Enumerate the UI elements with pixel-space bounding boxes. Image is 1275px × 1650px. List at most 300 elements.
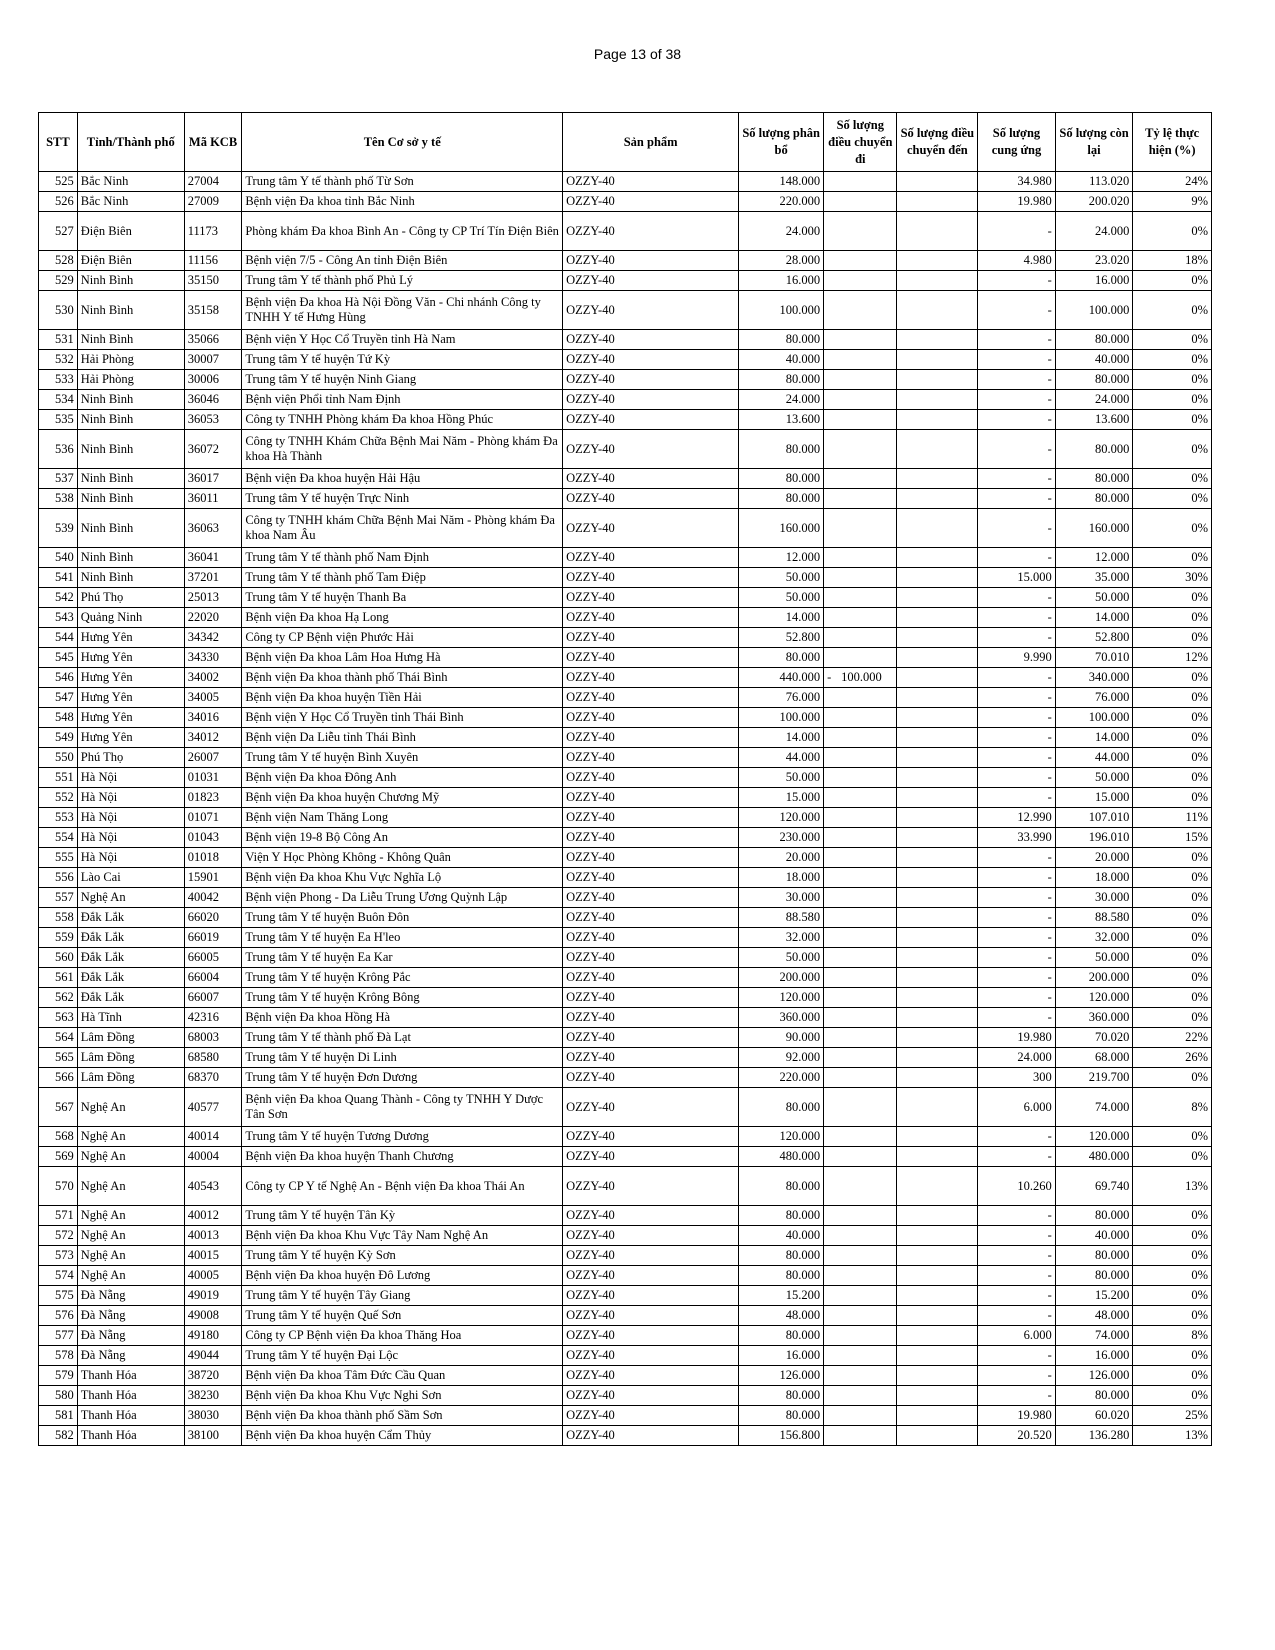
cell-remaining: 200.000	[1055, 968, 1133, 988]
cell-code: 66004	[184, 968, 242, 988]
cell-code: 25013	[184, 588, 242, 608]
cell-transfer-in	[897, 350, 978, 370]
cell-province: Nghệ An	[77, 1206, 184, 1226]
cell-transfer-out	[824, 1088, 897, 1127]
cell-product: OZZY-40	[563, 1406, 739, 1426]
cell-code: 38100	[184, 1426, 242, 1446]
table-row	[39, 548, 1212, 568]
cell-rate: 0%	[1133, 469, 1212, 489]
cell-rate: 0%	[1133, 608, 1212, 628]
cell-stt: 569	[39, 1147, 78, 1167]
cell-supplied: -	[978, 948, 1056, 968]
cell-product: OZZY-40	[563, 1346, 739, 1366]
cell-stt: 562	[39, 988, 78, 1008]
cell-rate: 0%	[1133, 1008, 1212, 1028]
cell-transfer-in	[897, 708, 978, 728]
cell-rate: 0%	[1133, 948, 1212, 968]
cell-province: Thanh Hóa	[77, 1406, 184, 1426]
cell-rate: 0%	[1133, 988, 1212, 1008]
cell-rate: 11%	[1133, 808, 1212, 828]
cell-transfer-out	[824, 1266, 897, 1286]
cell-transfer-in	[897, 1266, 978, 1286]
cell-transfer-out	[824, 968, 897, 988]
cell-province: Hưng Yên	[77, 648, 184, 668]
cell-stt: 580	[39, 1386, 78, 1406]
header-transfer-out: Số lượng điều chuyển đi	[824, 113, 897, 172]
table-row	[39, 1147, 1212, 1167]
allocation-table	[38, 112, 1212, 1446]
cell-transfer-out	[824, 1226, 897, 1246]
cell-transfer-out	[824, 1167, 897, 1206]
cell-facility: Trung tâm Y tế huyện Tây Giang	[242, 1286, 563, 1306]
cell-product: OZZY-40	[563, 1266, 739, 1286]
cell-stt: 571	[39, 1206, 78, 1226]
cell-allocated: 80.000	[739, 1326, 824, 1346]
cell-transfer-out	[824, 1366, 897, 1386]
cell-transfer-in	[897, 251, 978, 271]
cell-allocated: 48.000	[739, 1306, 824, 1326]
cell-transfer-in	[897, 1088, 978, 1127]
cell-product: OZZY-40	[563, 271, 739, 291]
cell-code: 68580	[184, 1048, 242, 1068]
cell-stt: 556	[39, 868, 78, 888]
cell-supplied: -	[978, 988, 1056, 1008]
cell-rate: 0%	[1133, 788, 1212, 808]
cell-product: OZZY-40	[563, 628, 739, 648]
cell-transfer-out	[824, 888, 897, 908]
cell-rate: 13%	[1133, 1167, 1212, 1206]
cell-transfer-out	[824, 748, 897, 768]
cell-transfer-out	[824, 928, 897, 948]
cell-transfer-out	[824, 648, 897, 668]
cell-supplied: 12.990	[978, 808, 1056, 828]
cell-code: 49044	[184, 1346, 242, 1366]
header-code: Mã KCB	[184, 113, 242, 172]
cell-rate: 24%	[1133, 172, 1212, 192]
table-row	[39, 768, 1212, 788]
cell-transfer-out	[824, 410, 897, 430]
cell-rate: 12%	[1133, 648, 1212, 668]
cell-product: OZZY-40	[563, 868, 739, 888]
cell-allocated: 80.000	[739, 469, 824, 489]
cell-transfer-out	[824, 330, 897, 350]
cell-allocated: 24.000	[739, 212, 824, 251]
cell-stt: 555	[39, 848, 78, 868]
table-row	[39, 668, 1212, 688]
cell-product: OZZY-40	[563, 1008, 739, 1028]
cell-transfer-in	[897, 172, 978, 192]
cell-transfer-in	[897, 968, 978, 988]
header-rate: Tỷ lệ thực hiện (%)	[1133, 113, 1212, 172]
cell-rate: 9%	[1133, 192, 1212, 212]
cell-transfer-out	[824, 1326, 897, 1346]
cell-allocated: 80.000	[739, 330, 824, 350]
cell-allocated: 15.000	[739, 788, 824, 808]
cell-transfer-in	[897, 291, 978, 330]
cell-province: Hà Nội	[77, 768, 184, 788]
cell-remaining: 80.000	[1055, 1266, 1133, 1286]
cell-allocated: 120.000	[739, 988, 824, 1008]
cell-remaining: 107.010	[1055, 808, 1133, 828]
cell-transfer-in	[897, 1406, 978, 1426]
cell-transfer-in	[897, 808, 978, 828]
cell-allocated: 80.000	[739, 370, 824, 390]
table-row	[39, 828, 1212, 848]
cell-supplied: -	[978, 748, 1056, 768]
cell-province: Ninh Bình	[77, 568, 184, 588]
cell-facility: Trung tâm Y tế huyện Krông Pắc	[242, 968, 563, 988]
cell-transfer-out	[824, 212, 897, 251]
cell-supplied: -	[978, 1127, 1056, 1147]
cell-remaining: 60.020	[1055, 1406, 1133, 1426]
cell-remaining: 14.000	[1055, 608, 1133, 628]
cell-remaining: 80.000	[1055, 330, 1133, 350]
table-row	[39, 489, 1212, 509]
cell-rate: 0%	[1133, 430, 1212, 469]
cell-facility: Trung tâm Y tế huyện Ea Kar	[242, 948, 563, 968]
cell-province: Ninh Bình	[77, 430, 184, 469]
table-row	[39, 648, 1212, 668]
cell-stt: 558	[39, 908, 78, 928]
cell-province: Phú Thọ	[77, 748, 184, 768]
cell-stt: 577	[39, 1326, 78, 1346]
table-row	[39, 172, 1212, 192]
cell-product: OZZY-40	[563, 1127, 739, 1147]
table-row	[39, 251, 1212, 271]
cell-supplied: -	[978, 768, 1056, 788]
cell-province: Hưng Yên	[77, 728, 184, 748]
cell-province: Hải Phòng	[77, 370, 184, 390]
cell-supplied: -	[978, 888, 1056, 908]
cell-supplied: -	[978, 1386, 1056, 1406]
cell-transfer-out	[824, 370, 897, 390]
cell-supplied: -	[978, 1286, 1056, 1306]
cell-stt: 549	[39, 728, 78, 748]
table-row	[39, 1406, 1212, 1426]
cell-product: OZZY-40	[563, 808, 739, 828]
cell-supplied: -	[978, 1346, 1056, 1366]
cell-remaining: 40.000	[1055, 350, 1133, 370]
cell-remaining: 80.000	[1055, 1386, 1133, 1406]
cell-facility: Bệnh viện Đa khoa Quang Thành - Công ty TNHH Y Dược Tân Sơn	[242, 1088, 563, 1127]
cell-rate: 0%	[1133, 888, 1212, 908]
cell-code: 42316	[184, 1008, 242, 1028]
cell-rate: 0%	[1133, 212, 1212, 251]
minus-sign: -	[827, 670, 832, 684]
cell-province: Hà Tĩnh	[77, 1008, 184, 1028]
table-row	[39, 808, 1212, 828]
cell-transfer-in	[897, 410, 978, 430]
cell-allocated: 24.000	[739, 390, 824, 410]
cell-allocated: 220.000	[739, 1068, 824, 1088]
cell-rate: 0%	[1133, 628, 1212, 648]
table-row	[39, 469, 1212, 489]
cell-stt: 566	[39, 1068, 78, 1088]
cell-facility: Bệnh viện 19-8 Bộ Công An	[242, 828, 563, 848]
table-row	[39, 1088, 1212, 1127]
cell-transfer-out	[824, 390, 897, 410]
cell-supplied: 33.990	[978, 828, 1056, 848]
cell-province: Bắc Ninh	[77, 172, 184, 192]
table-row	[39, 1028, 1212, 1048]
cell-transfer-in	[897, 1386, 978, 1406]
cell-transfer-in	[897, 648, 978, 668]
cell-province: Nghệ An	[77, 1246, 184, 1266]
cell-supplied: -	[978, 370, 1056, 390]
cell-facility: Trung tâm Y tế thành phố Phủ Lý	[242, 271, 563, 291]
cell-province: Thanh Hóa	[77, 1366, 184, 1386]
cell-stt: 548	[39, 708, 78, 728]
cell-supplied: -	[978, 1226, 1056, 1246]
cell-product: OZZY-40	[563, 1286, 739, 1306]
table-row	[39, 390, 1212, 410]
cell-remaining: 52.800	[1055, 628, 1133, 648]
cell-facility: Bệnh viện Đa khoa Đông Anh	[242, 768, 563, 788]
cell-province: Đắk Lắk	[77, 948, 184, 968]
cell-supplied: 20.520	[978, 1426, 1056, 1446]
cell-stt: 543	[39, 608, 78, 628]
cell-province: Ninh Bình	[77, 291, 184, 330]
header-remaining: Số lượng còn lại	[1055, 113, 1133, 172]
cell-supplied: -	[978, 469, 1056, 489]
cell-remaining: 24.000	[1055, 390, 1133, 410]
cell-rate: 0%	[1133, 489, 1212, 509]
table-row	[39, 1008, 1212, 1028]
cell-rate: 0%	[1133, 848, 1212, 868]
cell-transfer-out	[824, 1008, 897, 1028]
cell-supplied: 19.980	[978, 1028, 1056, 1048]
cell-remaining: 136.280	[1055, 1426, 1133, 1446]
table-row	[39, 728, 1212, 748]
header-allocated: Số lượng phân bổ	[739, 113, 824, 172]
cell-rate: 0%	[1133, 728, 1212, 748]
cell-supplied: -	[978, 410, 1056, 430]
cell-supplied: -	[978, 688, 1056, 708]
cell-supplied: -	[978, 1366, 1056, 1386]
cell-stt: 525	[39, 172, 78, 192]
table-row	[39, 948, 1212, 968]
cell-remaining: 113.020	[1055, 172, 1133, 192]
cell-transfer-in	[897, 1008, 978, 1028]
cell-province: Hưng Yên	[77, 668, 184, 688]
cell-code: 34330	[184, 648, 242, 668]
cell-transfer-in	[897, 668, 978, 688]
cell-code: 40005	[184, 1266, 242, 1286]
cell-allocated: 88.580	[739, 908, 824, 928]
cell-allocated: 440.000	[739, 668, 824, 688]
cell-code: 40012	[184, 1206, 242, 1226]
cell-facility: Bệnh viện Đa khoa Khu Vực Nghi Sơn	[242, 1386, 563, 1406]
cell-facility: Trung tâm Y tế huyện Kỳ Sơn	[242, 1246, 563, 1266]
cell-supplied: 15.000	[978, 568, 1056, 588]
cell-product: OZZY-40	[563, 1147, 739, 1167]
cell-transfer-in	[897, 1246, 978, 1266]
table-row	[39, 848, 1212, 868]
cell-code: 35150	[184, 271, 242, 291]
cell-remaining: 44.000	[1055, 748, 1133, 768]
cell-transfer-in	[897, 1226, 978, 1246]
cell-transfer-out	[824, 172, 897, 192]
table-row	[39, 1127, 1212, 1147]
cell-stt: 572	[39, 1226, 78, 1246]
cell-supplied: -	[978, 1206, 1056, 1226]
cell-supplied: -	[978, 330, 1056, 350]
cell-transfer-out	[824, 908, 897, 928]
cell-product: OZZY-40	[563, 469, 739, 489]
cell-transfer-out	[824, 868, 897, 888]
cell-rate: 8%	[1133, 1326, 1212, 1346]
cell-transfer-in	[897, 469, 978, 489]
cell-code: 35066	[184, 330, 242, 350]
cell-supplied: -	[978, 728, 1056, 748]
cell-rate: 0%	[1133, 1346, 1212, 1366]
cell-allocated: 16.000	[739, 1346, 824, 1366]
cell-code: 34012	[184, 728, 242, 748]
cell-code: 37201	[184, 568, 242, 588]
cell-code: 27009	[184, 192, 242, 212]
cell-stt: 578	[39, 1346, 78, 1366]
cell-supplied: -	[978, 628, 1056, 648]
cell-rate: 15%	[1133, 828, 1212, 848]
cell-product: OZZY-40	[563, 668, 739, 688]
cell-remaining: 20.000	[1055, 848, 1133, 868]
cell-allocated: 30.000	[739, 888, 824, 908]
cell-code: 01031	[184, 768, 242, 788]
cell-code: 36072	[184, 430, 242, 469]
cell-rate: 0%	[1133, 968, 1212, 988]
cell-province: Nghệ An	[77, 1147, 184, 1167]
table-row	[39, 1366, 1212, 1386]
cell-remaining: 340.000	[1055, 668, 1133, 688]
cell-transfer-out	[824, 768, 897, 788]
cell-stt: 581	[39, 1406, 78, 1426]
cell-rate: 0%	[1133, 1246, 1212, 1266]
cell-remaining: 80.000	[1055, 430, 1133, 469]
cell-supplied: 19.980	[978, 192, 1056, 212]
cell-code: 30006	[184, 370, 242, 390]
cell-province: Đắk Lắk	[77, 988, 184, 1008]
cell-stt: 551	[39, 768, 78, 788]
cell-stt: 552	[39, 788, 78, 808]
table-row	[39, 568, 1212, 588]
cell-product: OZZY-40	[563, 948, 739, 968]
cell-product: OZZY-40	[563, 1246, 739, 1266]
cell-rate: 8%	[1133, 1088, 1212, 1127]
cell-transfer-out	[824, 350, 897, 370]
cell-stt: 527	[39, 212, 78, 251]
cell-province: Đà Nẵng	[77, 1346, 184, 1366]
cell-rate: 0%	[1133, 768, 1212, 788]
cell-rate: 30%	[1133, 568, 1212, 588]
table-row	[39, 988, 1212, 1008]
cell-product: OZZY-40	[563, 370, 739, 390]
cell-remaining: 16.000	[1055, 271, 1133, 291]
cell-transfer-out	[824, 728, 897, 748]
cell-transfer-in	[897, 1306, 978, 1326]
cell-rate: 13%	[1133, 1426, 1212, 1446]
cell-rate: 0%	[1133, 1286, 1212, 1306]
cell-stt: 557	[39, 888, 78, 908]
table-row	[39, 788, 1212, 808]
cell-transfer-in	[897, 548, 978, 568]
cell-code: 26007	[184, 748, 242, 768]
cell-product: OZZY-40	[563, 192, 739, 212]
header-stt: STT	[39, 113, 78, 172]
cell-remaining: 120.000	[1055, 1127, 1133, 1147]
cell-facility: Trung tâm Y tế huyện Đại Lộc	[242, 1346, 563, 1366]
cell-allocated: 14.000	[739, 728, 824, 748]
cell-stt: 568	[39, 1127, 78, 1147]
cell-supplied: -	[978, 1008, 1056, 1028]
cell-facility: Trung tâm Y tế thành phố Đà Lạt	[242, 1028, 563, 1048]
cell-remaining: 80.000	[1055, 469, 1133, 489]
cell-product: OZZY-40	[563, 728, 739, 748]
cell-transfer-in	[897, 1147, 978, 1167]
cell-stt: 553	[39, 808, 78, 828]
cell-product: OZZY-40	[563, 330, 739, 350]
cell-code: 01071	[184, 808, 242, 828]
cell-transfer-in	[897, 1206, 978, 1226]
cell-transfer-in	[897, 1366, 978, 1386]
cell-transfer-in	[897, 1068, 978, 1088]
cell-allocated: 32.000	[739, 928, 824, 948]
cell-allocated: 44.000	[739, 748, 824, 768]
cell-facility: Trung tâm Y tế huyện Tương Dương	[242, 1127, 563, 1147]
cell-code: 40013	[184, 1226, 242, 1246]
table-row	[39, 509, 1212, 548]
cell-product: OZZY-40	[563, 430, 739, 469]
cell-transfer-in	[897, 588, 978, 608]
table-row	[39, 330, 1212, 350]
cell-product: OZZY-40	[563, 1326, 739, 1346]
table-row	[39, 350, 1212, 370]
cell-rate: 0%	[1133, 1306, 1212, 1326]
cell-province: Đà Nẵng	[77, 1306, 184, 1326]
cell-transfer-in	[897, 768, 978, 788]
cell-product: OZZY-40	[563, 410, 739, 430]
cell-code: 40014	[184, 1127, 242, 1147]
cell-remaining: 74.000	[1055, 1326, 1133, 1346]
cell-transfer-out	[824, 192, 897, 212]
cell-product: OZZY-40	[563, 1167, 739, 1206]
cell-remaining: 50.000	[1055, 588, 1133, 608]
cell-allocated: 90.000	[739, 1028, 824, 1048]
cell-supplied: -	[978, 708, 1056, 728]
cell-stt: 563	[39, 1008, 78, 1028]
cell-transfer-out	[824, 489, 897, 509]
cell-product: OZZY-40	[563, 251, 739, 271]
cell-product: OZZY-40	[563, 928, 739, 948]
cell-facility: Trung tâm Y tế huyện Thanh Ba	[242, 588, 563, 608]
cell-product: OZZY-40	[563, 908, 739, 928]
cell-remaining: 200.020	[1055, 192, 1133, 212]
cell-transfer-out	[824, 588, 897, 608]
cell-transfer-out	[824, 568, 897, 588]
cell-stt: 575	[39, 1286, 78, 1306]
cell-supplied: -	[978, 390, 1056, 410]
cell-allocated: 80.000	[739, 1386, 824, 1406]
cell-code: 49008	[184, 1306, 242, 1326]
cell-province: Nghệ An	[77, 1266, 184, 1286]
cell-facility: Bệnh viện Đa khoa huyện Cẩm Thủy	[242, 1426, 563, 1446]
cell-stt: 546	[39, 668, 78, 688]
cell-rate: 0%	[1133, 1206, 1212, 1226]
cell-rate: 22%	[1133, 1028, 1212, 1048]
cell-transfer-in	[897, 988, 978, 1008]
page-indicator: Page 13 of 38	[593, 46, 682, 62]
cell-stt: 534	[39, 390, 78, 410]
cell-supplied: -	[978, 1306, 1056, 1326]
